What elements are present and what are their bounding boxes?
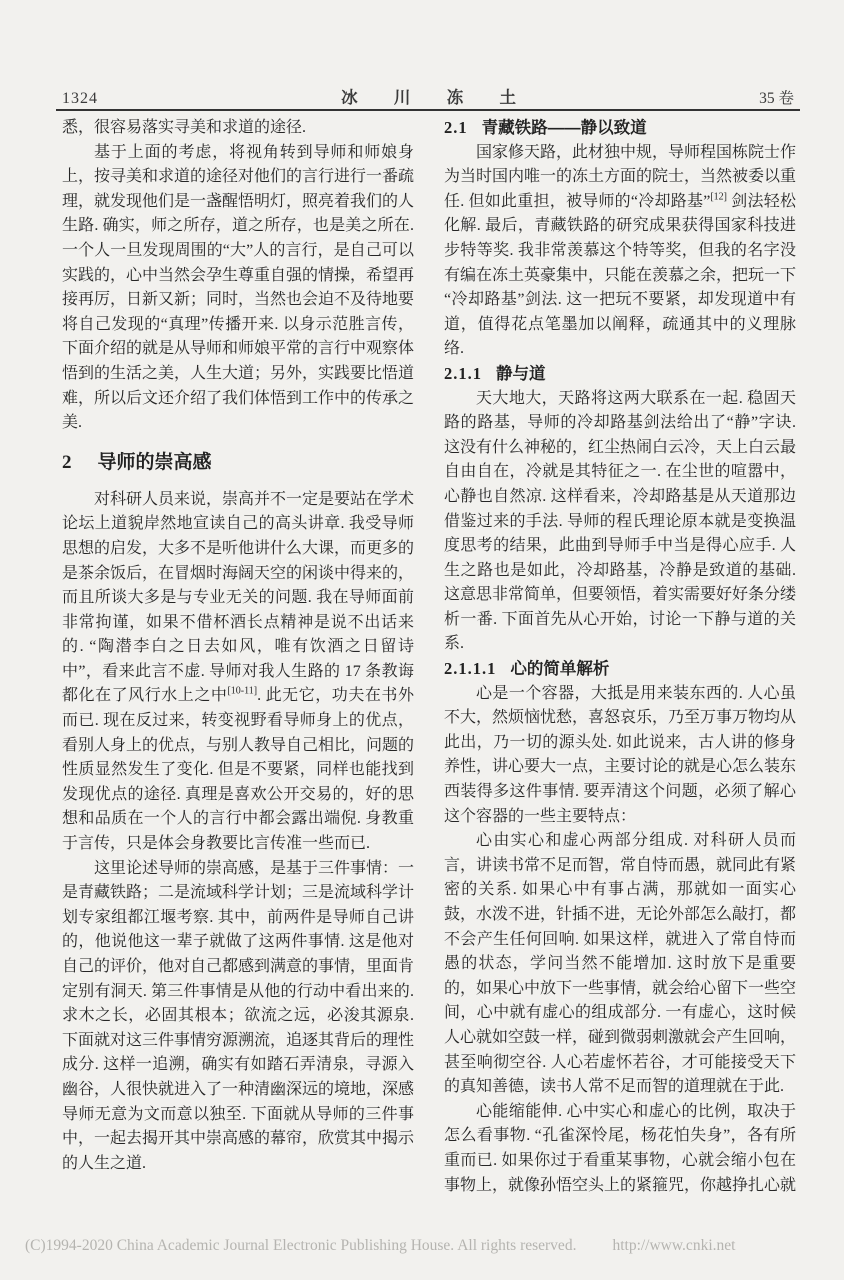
paragraph-text: 对科研人员来说，崇高并不一定是要站在学术论坛上道貌岸然地宣读自己的高头讲章. 我受导师思想的启发，大多不是听他讲什么大课，而更多的是茶余饭后，在冒烟时海阔天空的闲谈中得来的，而且所谈大多是与专业无关的问题. 我在导师面前非常拘谨，如果不借杯酒长点精神是说不出话来的. “陶潜李白之日去如风，唯有饮酒之日留诗中”，看来此言不虚. 导师对我人生路的 17 条教诲都化在了风行水上之中 [62, 490, 415, 705]
paragraph-stillness: 天大地大，天路将这两大联系在一起. 稳固天路的路基，导师的冷却路基剑法给出了“静”字诀. 这没有什么神秘的，红尘热闹白云冷，天上白云最自由自在，冷就是其特征之一. 在尘世的喧嚣中，心静也自然凉. 这样看来，冷却路基是从天道那边借鉴过来的手法. 导师的程氏理论原本就是变换温度思考的结果，此曲到导师手中当是得心应手. 人生之路也是如此，冷却路基，冷静是致道的基础. 这意思非常简单，但要领悟，着实需要好好条分缕析一番. 下面首先从心开始，讨论一下静与道的关系. [444, 389, 797, 653]
paragraph-text: . 此无它，功夫在书外而已. 现在反过来，转变视野看导师身上的优点，看别人身上的优点，与别人教导自己相比，问题的性质显然发生了变化. 但是不要紧，同样也能找到发现优点的途径. 真理是喜欢公开交易的，好的思想和品质在一个人的言行中都会露出端倪. 身教重于言传，只是体会身教要比言传准一些而已. [62, 687, 415, 853]
paragraph-mentor [62, 488, 414, 857]
section-heading-2 [62, 449, 414, 477]
section-heading-2-1 [444, 116, 796, 141]
copyright-text: (C)1994-2020 China Academic Journal Electronic Publishing House. All rights reserved. [25, 1237, 577, 1254]
section-title: 静与道 [496, 364, 546, 383]
left-column [62, 116, 414, 1198]
cnki-url: http://www.cnki.net [612, 1237, 736, 1254]
section-title: 导师的崇高感 [97, 451, 212, 473]
page-number: 1324 [62, 90, 98, 107]
section-heading-2-1-1 [444, 362, 796, 387]
paragraph-heart-flexibility: 心能缩能伸. 心中实心和虚心的比例，取决于怎么看事物. “孔雀深怜尾，杨花怕失身”，各有所重而已. 如果你过于看重某事物，心就会缩小包在事物上，就像孙悟空头上的紧箍咒，你越挣扎心就 [444, 1102, 797, 1194]
citation-ref-10-11: [10-11] [227, 686, 258, 698]
right-column [444, 116, 796, 1198]
section-title: 心的简单解析 [510, 660, 610, 679]
paragraph-intro: 基于上面的考虑，将视角转到导师和师娘身上，按寻美和求道的途径对他们的言行进行一番疏理，就发现他们是一盏醒悟明灯，照亮着我们的人生路. 确实，师之所存，道之所存，也是美之所在. 一个人一旦发现周围的“大”人的言行，是自己可以实践的，心中当然会孕生尊重自强的情操，希望再接再厉，日新又新；同时，当然也会迫不及待地要将自己发现的“真理”传播开来. 以身示范胜言传，下面介绍的就是从导师和师娘平常的言行中观察体悟到的生活之美，人生大道；另外，实践要比悟道难，所以后文还介绍了我们体悟到工作中的传承之美. [62, 143, 415, 432]
section-number: 2.1.1 [444, 363, 482, 383]
section-title: 青藏铁路——静以致道 [481, 119, 647, 137]
section-number: 2.1.1.1 [444, 659, 497, 679]
paragraph-continuation: 悉，很容易落实寻美和求道的途径. [62, 119, 307, 136]
paragraph-text: 国家修天路，此材独中规，导师程国栋院士作为当时国内唯一的冻土方面的院士，当然被委以重任. 但如此重担，被导师的“冷却路基” [444, 143, 797, 210]
journal-title: 冰川冻土 [341, 89, 553, 107]
paragraph-railway [444, 141, 796, 362]
paragraph-text: 剑法轻松化解. 最后，青藏铁路的研究成果获得国家科技进步特等奖. 我非常羡慕这个特等奖，但我的名字没有编在冻土英豪集中，只能在羡慕之余，把玩一下“冷却路基”剑法. 这一把玩不要紧，却发现道中有道，值得花点笔墨加以阐释，疏通其中的义理脉络. [444, 192, 797, 358]
citation-ref-12: [12] [710, 191, 727, 203]
article-body [62, 116, 796, 1198]
section-number: 2.1 [444, 118, 468, 137]
volume-label: 35 卷 [759, 90, 794, 107]
paragraph-heart-container: 心是一个容器，大抵是用来装东西的. 人心虽不大，然烦恼忧愁，喜怒哀乐，乃至万事万物均从此出，乃一切的源头处. 如此说来，古人讲的修身养性，讲心要大一点，主要讨论的就是心怎么装东西装得多这件事情. 要弄清这个问题，必须了解心这个容器的一些主要特点： [444, 684, 797, 825]
section-number: 2 [62, 451, 72, 473]
paragraph-three-matters: 这里论述导师的崇高感，是基于三件事情：一是青藏铁路；二是流域科学计划；三是流域科学计划专家组都江堰考察. 其中，前两件是导师自己讲的，他说他这一辈子就做了这两件事情. 这是他对自己的评价，他对自己都感到满意的事情，里面肯定别有洞天. 第三件事情是从他的行动中看出来的. 求木之长，必固其根本；欲流之远，必浚其源泉. 下面就对这三件事情穷源溯流，追逐其背后的理性成分. 这样一追溯，确实有如踏石弄清泉，寻源入幽谷，人很快就进入了一种清幽深远的境地，深感导师无意为文而意以独至. 下面就从导师的三件事中，一起去揭开其中崇高感的幕帘，欣赏其中揭示的人生之道. [62, 859, 415, 1172]
page-footer [25, 1237, 784, 1255]
paragraph-solid-empty-heart: 心由实心和虚心两部分组成. 对科研人员而言，讲读书常不足而智，常自恃而愚，就同此有紧密的关系. 如果心中有事占满，那就如一面实心鼓，水泼不进，针插不进，无论外部怎么敲打，都不会产生任何回响. 如果这样，就进入了常自恃而愚的状态，学问当然不能增加. 这时放下是重要的，如果心中放下一些事情，就会给心留下一些空间，心中就有虚心的组成部分. 一有虚心，这时候人心就如空鼓一样，碰到微弱刺激就会产生回响，甚至响彻空谷. 人心若虚怀若谷，才可能接受天下的真知善德，读书人常不足而智的道理就在于此. [444, 832, 797, 1096]
page-header [62, 84, 794, 108]
section-heading-2-1-1-1 [444, 657, 796, 682]
header-rule [56, 109, 800, 111]
